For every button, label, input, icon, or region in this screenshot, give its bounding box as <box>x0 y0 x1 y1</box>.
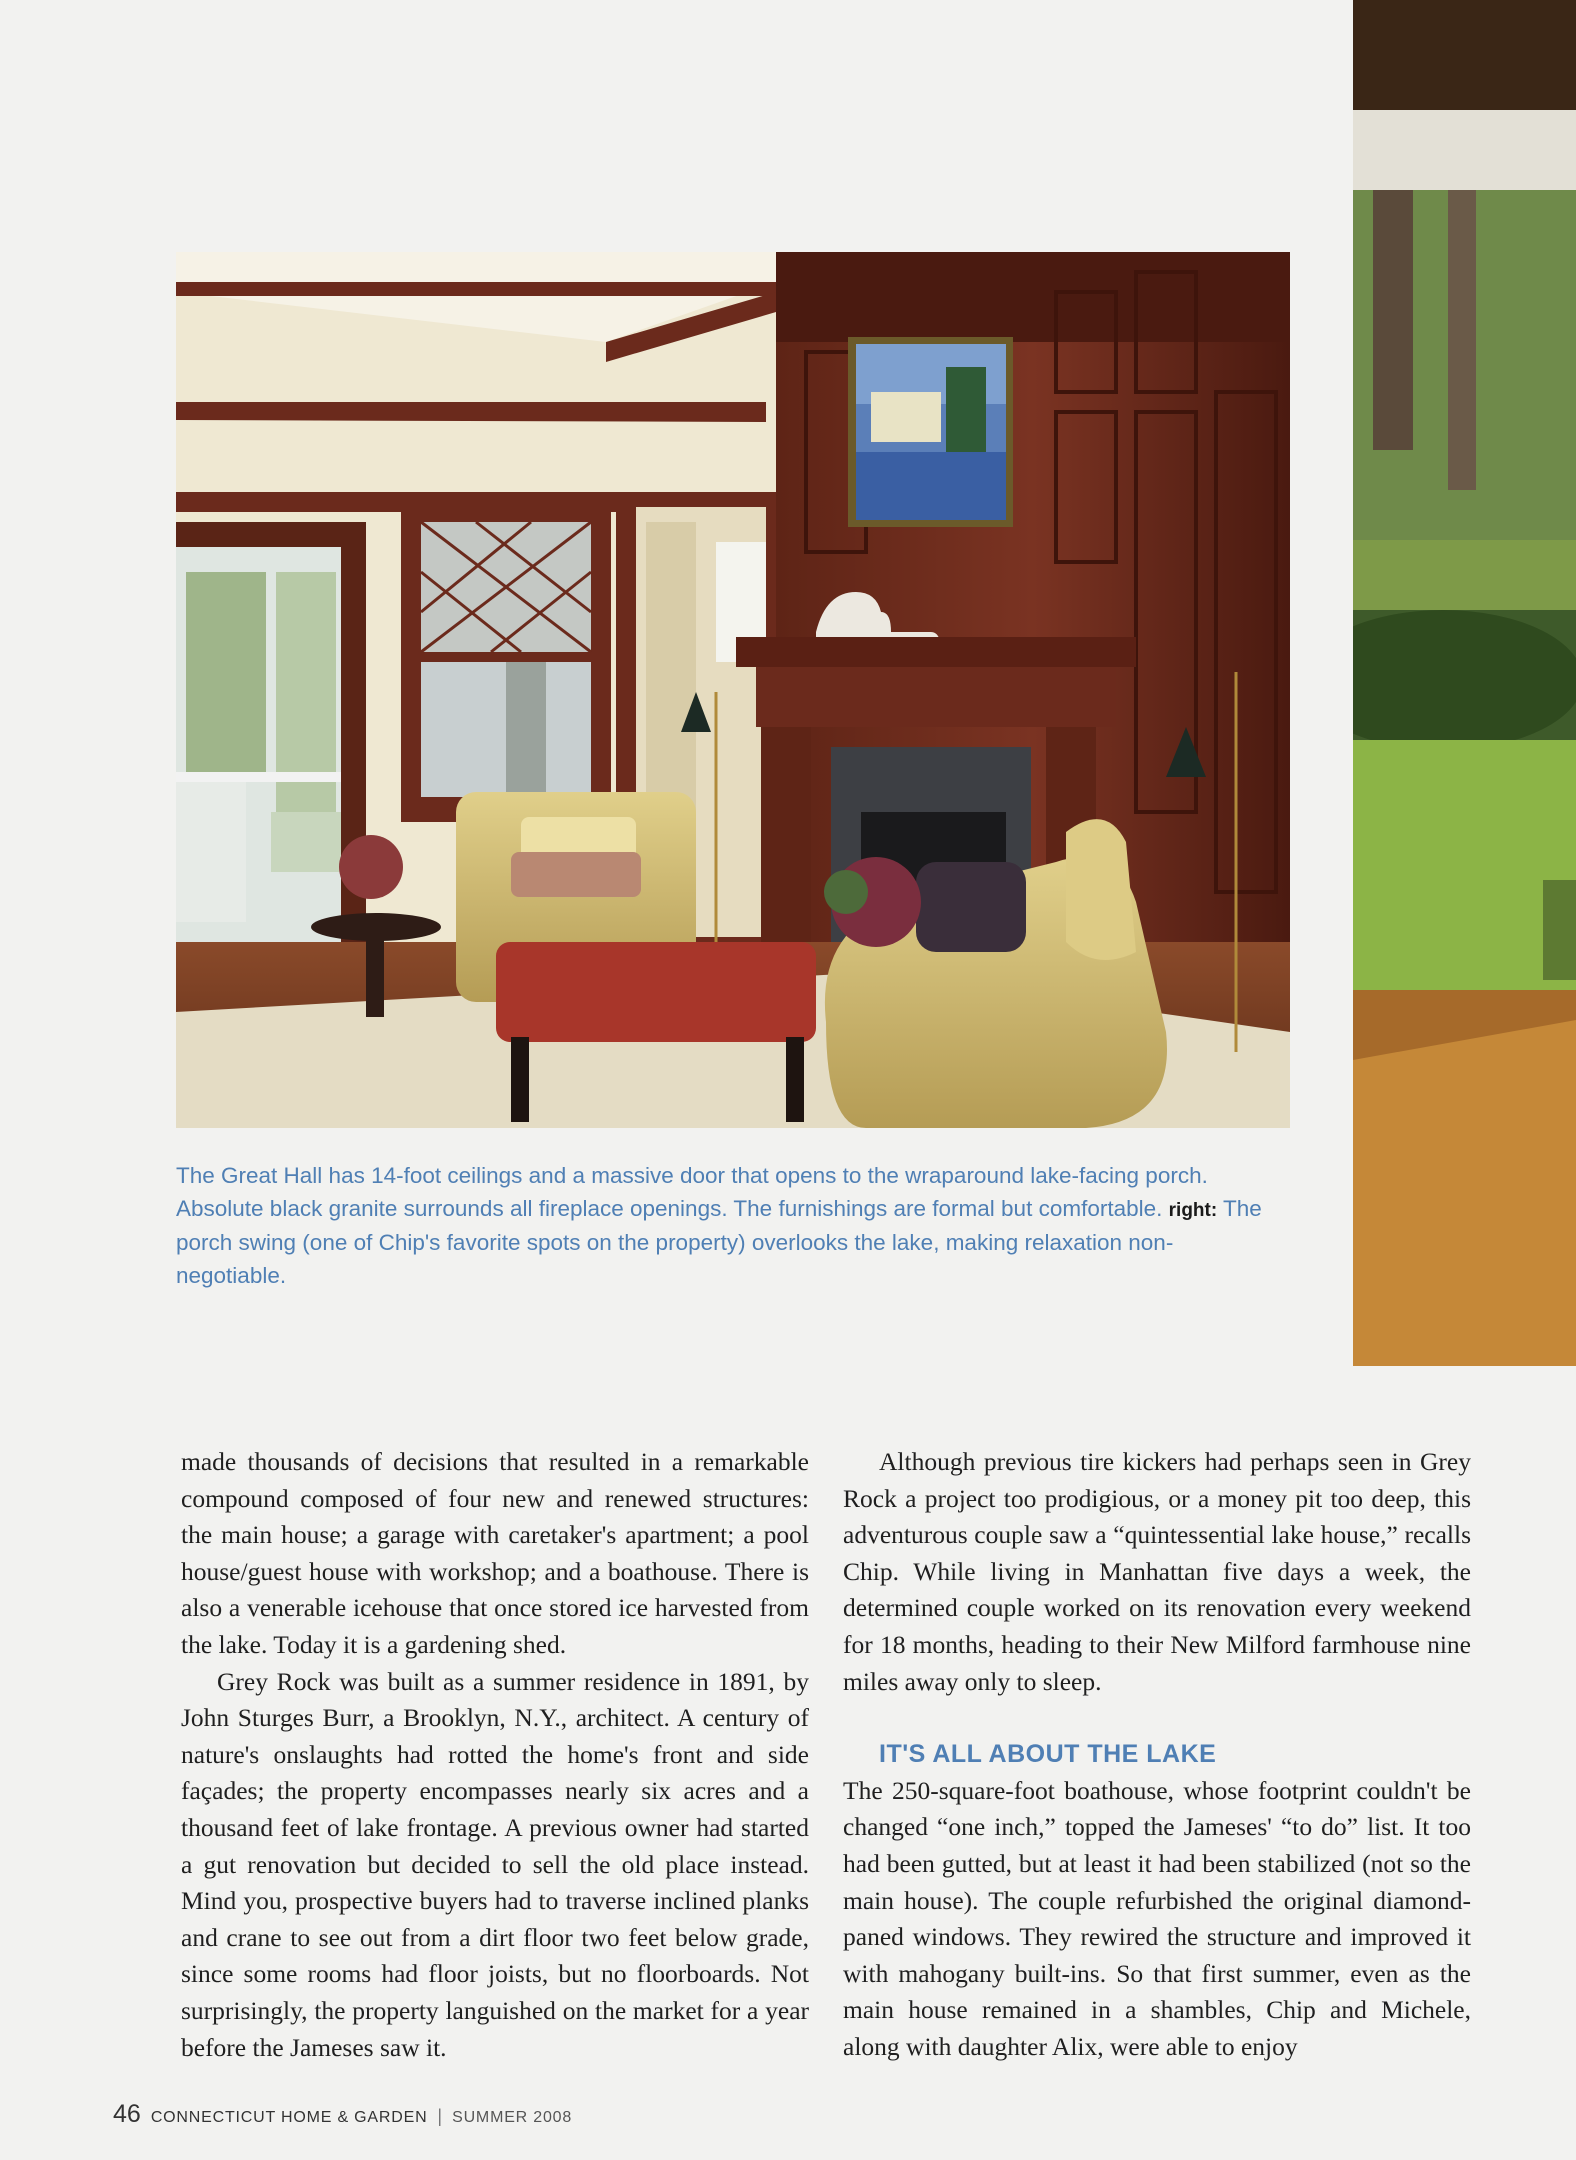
great-hall-photo <box>176 252 1290 1128</box>
caption-direction-label: right: <box>1168 1199 1218 1221</box>
page-number: 46 <box>113 2100 141 2128</box>
porch-swing-photo <box>1353 0 1576 1366</box>
issue-date: SUMMER 2008 <box>452 2109 573 2126</box>
paragraph: Although previous tire kickers had perhaps seen in Grey Rock a project too prodigious, or a money pit too deep, this adventurous couple saw a “quintessential lake house,” recalls Chip. While living in Manhattan five days a week, the determined couple worked on its renovation every weekend for 18 months, heading to their New Milford farmhouse nine miles away only to sleep. <box>843 1447 1471 1696</box>
folio-separator: | <box>437 2106 443 2126</box>
section-subhead: IT'S ALL ABOUT THE LAKE <box>879 1740 1217 1769</box>
paragraph: made thousands of decisions that resulted in a remarkable compound composed of four new and renewed structures: the main house; a garage with caretaker's apartment; a pool house/guest house with workshop; and a boathouse. There is also a venerable icehouse that once stored ice harvested from the lake. Today it is a gardening shed. <box>181 1447 809 1659</box>
paragraph: Grey Rock was built as a summer residence in 1891, by John Sturges Burr, a Brooklyn, N.Y., architect. A century of nature's onslaughts had rotted the home's front and side façades; the property encompasses nearly six acres and a thousand feet of lake frontage. A previous owner had started a gut renovation but decided to sell the old place instead. Mind you, prospective buyers had to traverse inclined planks and crane to see out from a dirt floor two feet below grade, since some rooms had floor joists, but no floorboards. Not surprisingly, the property languished on the market for a year before the Jameses saw it. <box>181 1666 809 2062</box>
caption-text-1: The Great Hall has 14-foot ceilings and a massive door that opens to the wraparound lake-facing porch. Absolute black granite surrounds all fireplace openings. The furnishings are formal but comfortable. <box>176 1163 1208 1221</box>
spacer <box>843 1700 1471 1736</box>
body-column-left <box>181 1444 809 2066</box>
magazine-name: CONNECTICUT HOME & GARDEN <box>150 2109 428 2126</box>
paragraph: The 250-square-foot boathouse, whose footprint couldn't be changed “one inch,” topped the Jameses' “to do” list. It too had been gutted, but at least it had been stabilized (not so the main house). The couple refurbished the original diamond-paned windows. They rewired the structure and improved it with mahogany built-ins. So that first summer, even as the main house remained in a shambles, Chip and Michele, along with daughter Alix, were able to enjoy <box>843 1775 1471 2061</box>
body-column-right <box>843 1444 1471 2066</box>
caption-text-2: The porch swing (one of Chip's favorite spots on the property) overlooks the lake, making relaxation non-negotiable. <box>176 1195 1262 1288</box>
page-folio <box>113 2100 572 2134</box>
photo-caption <box>176 1160 1266 1292</box>
